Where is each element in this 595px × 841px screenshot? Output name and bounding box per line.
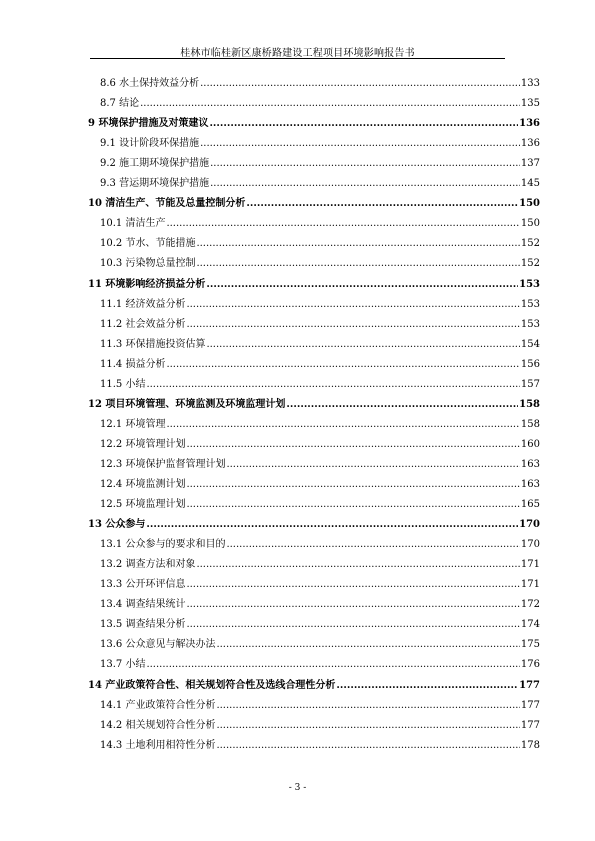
toc-leader-dots <box>166 419 519 431</box>
toc-entry-page: 174 <box>520 619 540 631</box>
toc-leader-dots <box>186 599 519 611</box>
toc-entry-title: 14 产业政策符合性、相关规划符合性及选线合理性分析 <box>88 679 336 691</box>
toc-leader-dots <box>196 238 519 250</box>
toc-entry-page: 160 <box>520 438 540 450</box>
toc-entry-title: 10 清洁生产、节能及总量控制分析 <box>88 198 246 210</box>
toc-entry-page: 153 <box>519 278 540 290</box>
toc-entry-page: 156 <box>520 358 540 370</box>
toc-entry[interactable] <box>88 457 540 471</box>
toc-leader-dots <box>246 198 518 210</box>
toc-entry-title: 12.2 环境管理计划 <box>100 438 186 450</box>
toc-entry-page: 171 <box>520 579 540 591</box>
toc-leader-dots <box>186 619 519 631</box>
toc-entry-title: 12.3 环境保护监督管理计划 <box>100 458 226 470</box>
toc-entry-title: 10.2 节水、节能措施 <box>100 238 196 250</box>
toc-entry[interactable] <box>88 236 540 250</box>
toc-entry-title: 9.3 营运期环境保护措施 <box>100 178 210 190</box>
toc-entry-title: 13.4 调查结果统计 <box>100 599 186 611</box>
toc-leader-dots <box>140 98 520 110</box>
toc-entry-title: 8.6 水土保持效益分析 <box>100 78 200 89</box>
toc-entry[interactable] <box>88 116 540 130</box>
toc-entry-title: 12.5 环境监理计划 <box>100 499 186 511</box>
toc-leader-dots <box>196 258 519 270</box>
toc-entry-title: 9.1 设计阶段环保措施 <box>100 138 200 150</box>
toc-entry-title: 10.3 污染物总量控制 <box>100 258 196 270</box>
toc-entry[interactable] <box>88 417 540 431</box>
toc-entry-title: 13.3 公开环评信息 <box>100 579 186 591</box>
toc-entry-page: 152 <box>520 258 540 270</box>
toc-entry[interactable] <box>88 597 540 611</box>
toc-entry[interactable] <box>88 297 540 311</box>
toc-leader-dots <box>226 459 519 471</box>
toc-entry-page: 152 <box>520 238 540 250</box>
toc-entry[interactable] <box>88 377 540 391</box>
toc-leader-dots <box>216 740 519 752</box>
toc-leader-dots <box>210 178 520 190</box>
toc-entry-page: 136 <box>520 138 540 150</box>
toc-entry-title: 13 公众参与 <box>88 519 146 531</box>
toc-entry[interactable] <box>88 277 540 291</box>
toc-leader-dots <box>226 539 519 551</box>
toc-leader-dots <box>196 559 519 571</box>
toc-leader-dots <box>186 479 519 491</box>
toc-entry-title: 12 项目环境管理、环境监测及环境监理计划 <box>88 398 286 410</box>
toc-entry-page: 163 <box>520 479 540 490</box>
toc-leader-dots <box>186 439 519 451</box>
toc-entry-title: 12.1 环境管理 <box>100 418 166 430</box>
toc-entry-page: 170 <box>519 519 540 531</box>
toc-entry[interactable] <box>88 96 540 110</box>
toc-leader-dots <box>146 519 518 531</box>
toc-leader-dots <box>146 659 519 671</box>
toc-leader-dots <box>200 138 520 150</box>
toc-entry[interactable] <box>88 557 540 571</box>
toc-entry-page: 145 <box>520 178 540 190</box>
toc-leader-dots <box>200 78 520 90</box>
toc-entry[interactable] <box>88 136 540 150</box>
toc-entry-title: 11.3 环保措施投资估算 <box>100 338 206 350</box>
toc-entry-title: 14.1 产业政策符合性分析 <box>100 699 216 711</box>
toc-entry-title: 13.1 公众参与的要求和目的 <box>100 539 226 551</box>
toc-entry-page: 137 <box>520 158 540 170</box>
toc-entry-page: 176 <box>520 659 540 671</box>
toc-leader-dots <box>166 218 519 230</box>
toc-entry-page: 177 <box>520 719 540 731</box>
toc-entry-title: 11.2 社会效益分析 <box>100 318 186 330</box>
toc-entry[interactable] <box>88 317 540 331</box>
toc-entry-title: 10.1 清洁生产 <box>100 218 166 230</box>
toc-entry-title: 14.2 相关规划符合性分析 <box>100 719 216 731</box>
toc-entry-page: 150 <box>520 218 540 230</box>
toc-entry-title: 13.7 小结 <box>100 659 146 671</box>
toc-entry[interactable] <box>88 517 540 531</box>
toc-entry-title: 11.5 小结 <box>100 378 146 390</box>
toc-entry[interactable] <box>88 678 540 692</box>
toc-entry[interactable] <box>88 357 540 371</box>
header-rule <box>90 58 505 59</box>
toc-entry-title: 13.6 公众意见与解决办法 <box>100 639 216 651</box>
toc-entry-page: 135 <box>520 98 540 110</box>
toc-entry[interactable] <box>88 738 540 752</box>
toc-entry-page: 157 <box>520 378 540 390</box>
toc-entry[interactable] <box>88 176 540 190</box>
toc-leader-dots <box>146 379 519 391</box>
toc-entry-title: 14.3 土地利用相符性分析 <box>100 739 216 751</box>
toc-entry-page: 172 <box>520 599 540 611</box>
toc-entry-page: 153 <box>520 298 540 310</box>
toc-leader-dots <box>336 680 518 692</box>
toc-entry-title: 12.4 环境监测计划 <box>100 479 186 490</box>
toc-entry[interactable] <box>88 76 540 90</box>
toc-entry[interactable] <box>88 397 540 411</box>
toc-entry-page: 150 <box>519 198 540 210</box>
toc-entry-page: 177 <box>519 679 540 691</box>
toc-entry-page: 153 <box>520 318 540 330</box>
toc-entry[interactable] <box>88 698 540 712</box>
toc-entry-page: 178 <box>520 739 540 751</box>
toc-entry-title: 11 环境影响经济损益分析 <box>88 278 206 290</box>
toc-entry-title: 13.5 调查结果分析 <box>100 619 186 631</box>
toc-leader-dots <box>210 158 520 170</box>
toc-entry-title: 9 环境保护措施及对策建议 <box>88 118 209 130</box>
toc-entry[interactable] <box>88 477 540 491</box>
toc-entry-page: 171 <box>520 559 540 571</box>
page-number: - 3 - <box>288 783 307 793</box>
toc-entry-title: 11.1 经济效益分析 <box>100 298 186 310</box>
toc-leader-dots <box>166 359 519 371</box>
toc-entry[interactable] <box>88 256 540 270</box>
toc-entry[interactable] <box>88 657 540 671</box>
toc-entry-title: 11.4 损益分析 <box>100 358 166 370</box>
toc-leader-dots <box>216 720 519 732</box>
toc-entry-page: 177 <box>520 699 540 711</box>
toc-entry[interactable] <box>88 637 540 651</box>
toc-entry-page: 165 <box>520 499 540 511</box>
toc-leader-dots <box>209 118 518 130</box>
toc-leader-dots <box>186 319 519 331</box>
toc-entry-title: 8.7 结论 <box>100 98 140 110</box>
toc-entry[interactable] <box>88 577 540 591</box>
toc-entry[interactable] <box>88 617 540 631</box>
toc-entry-page: 154 <box>520 338 540 350</box>
toc-entry-page: 158 <box>520 418 540 430</box>
toc-entry-page: 158 <box>519 398 540 410</box>
toc-entry[interactable] <box>88 156 540 170</box>
toc-entry-title: 9.2 施工期环境保护措施 <box>100 158 210 170</box>
toc-entry-page: 170 <box>520 539 540 551</box>
toc-leader-dots <box>186 299 519 311</box>
toc-leader-dots <box>286 399 518 411</box>
toc-entry-page: 136 <box>519 118 540 130</box>
page-header-title: 桂林市临桂新区康桥路建设工程项目环境影响报告书 <box>180 48 415 59</box>
toc-entry[interactable] <box>88 216 540 230</box>
toc-entry[interactable] <box>88 537 540 551</box>
toc-entry-page: 163 <box>520 458 540 470</box>
toc-entry[interactable] <box>88 437 540 451</box>
toc-leader-dots <box>206 339 519 351</box>
toc-leader-dots <box>186 499 519 511</box>
toc-entry[interactable] <box>88 497 540 511</box>
toc-leader-dots <box>216 639 519 651</box>
toc-entry-title: 13.2 调查方法和对象 <box>100 559 196 571</box>
toc-entry[interactable] <box>88 196 540 210</box>
toc-entry[interactable] <box>88 337 540 351</box>
toc-entry-page: 175 <box>520 639 540 651</box>
toc-entry[interactable] <box>88 718 540 732</box>
toc-leader-dots <box>206 279 518 291</box>
toc-leader-dots <box>186 579 519 591</box>
toc-entry-page: 133 <box>520 78 540 89</box>
toc-leader-dots <box>216 700 519 712</box>
